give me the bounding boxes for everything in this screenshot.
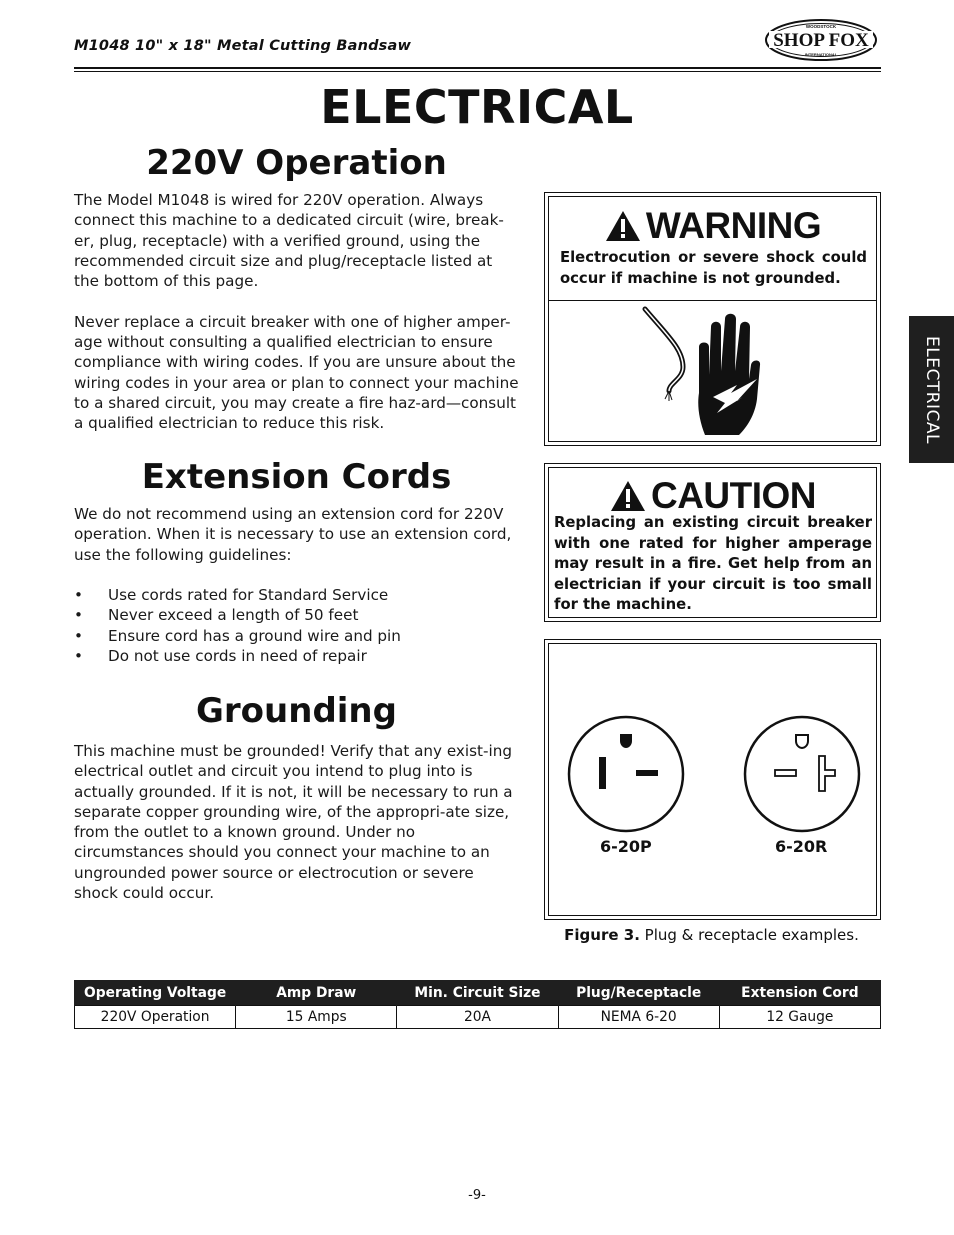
logo-arc-top: WOODSTOCK — [805, 24, 837, 29]
figure-caption-label: Figure 3. — [564, 926, 640, 944]
operation-paragraph-1: The Model M1048 is wired for 220V operation. Always connect this machine to a dedicated circuit (wire, break-er, plug, receptacle) with a verified ground, using the recommended circuit size and plug/receptacle listed at the bottom of this page. — [74, 191, 504, 291]
electrical-requirements-table — [74, 980, 881, 1029]
list-item: • Use cords rated for Standard Service — [74, 585, 519, 605]
warning-divider — [549, 300, 876, 301]
document-header-title: M1048 10" x 18" Metal Cutting Bandsaw — [74, 38, 412, 54]
receptacle-label: 6-20R — [775, 837, 828, 856]
extension-guidelines-list — [74, 585, 519, 666]
warning-text: Electrocution or severe shock could occur if machine is not grounded. — [560, 249, 867, 287]
column-header: Extension Cord — [719, 980, 880, 1006]
caution-triangle-icon — [609, 479, 647, 513]
warning-triangle-icon — [604, 209, 642, 243]
extension-intro: We do not recommend using an extension cord for 220V operation. When it is necessary to use an extension cord, use the following guidelines: — [74, 505, 512, 564]
shop-fox-logo — [764, 18, 878, 62]
electric-shock-hand-icon — [639, 305, 789, 440]
header-rule-thick — [74, 67, 881, 69]
plug-label: 6-20P — [600, 837, 652, 856]
column-header: Amp Draw — [236, 980, 397, 1006]
warning-box — [544, 192, 881, 446]
plug-6-20p-icon — [569, 717, 683, 831]
logo-arc-bottom: INTERNATIONAL — [804, 52, 838, 57]
page-number: -9- — [468, 1188, 486, 1203]
operation-paragraph-2: Never replace a circuit breaker with one of higher amper-age without consulting a qualified electrician to ensure compliance with wiring codes. If you are unsure about the wiring codes in your area or plan to connect your machine to a shared circuit, you may create a fire haz-ard—consult a qualified electrician to reduce this risk. — [74, 312, 519, 433]
column-header: Min. Circuit Size — [397, 980, 558, 1006]
logo-text: SHOP FOX — [773, 30, 869, 51]
list-item: • Ensure cord has a ground wire and pin — [74, 626, 519, 646]
caution-title-row — [549, 476, 876, 516]
figure-caption — [544, 926, 879, 944]
table-cell: 220V Operation — [75, 1006, 236, 1029]
extension-text — [74, 504, 519, 666]
list-item: • Do not use cords in need of repair — [74, 646, 519, 666]
list-item: • Never exceed a length of 50 feet — [74, 605, 519, 625]
caution-box — [544, 463, 881, 622]
header-rule-thin — [74, 71, 881, 72]
table-row — [75, 1006, 881, 1029]
warning-title-row — [549, 206, 876, 246]
figure-box-inner — [548, 643, 877, 916]
grounding-text: This machine must be grounded! Verify that any exist-ing electrical outlet and circuit you intend to plug into is actually grounded. If it is not, it will be necessary to run a separate copper grounding wire, of the appropri-ate size, from the outlet to a known ground. Under no circumstances should you connect your machine to an ungrounded power source or electrocution or severe shock could occur. — [74, 742, 513, 903]
plug-receptacle-diagram — [549, 644, 876, 915]
table-cell: 12 Gauge — [719, 1006, 880, 1029]
warning-title: WARNING — [645, 205, 822, 246]
figure-caption-text: Plug & receptacle examples. — [644, 926, 859, 944]
table-cell: NEMA 6-20 — [558, 1006, 719, 1029]
section-heading-operation: 220V Operation — [146, 143, 447, 183]
page-title: ELECTRICAL — [320, 80, 634, 134]
table-cell: 15 Amps — [236, 1006, 397, 1029]
table-cell: 20A — [397, 1006, 558, 1029]
section-side-tab[interactable] — [909, 316, 954, 463]
section-heading-extension-cords: Extension Cords — [141, 457, 452, 497]
table-header-row — [75, 980, 881, 1006]
section-heading-grounding: Grounding — [196, 691, 397, 731]
operation-text — [74, 190, 519, 434]
side-tab-label: ELECTRICAL — [921, 335, 942, 444]
caution-box-inner — [548, 467, 877, 618]
receptacle-6-20r-icon — [745, 717, 859, 831]
column-header: Plug/Receptacle — [558, 980, 719, 1006]
column-header: Operating Voltage — [75, 980, 236, 1006]
figure-box — [544, 639, 881, 920]
caution-title: CAUTION — [650, 475, 817, 516]
caution-text: Replacing an existing circuit breaker with one rated for higher amperage may result in a fire. Get help from an electrician if your circuit is too small for the machine. — [554, 514, 872, 613]
warning-box-inner — [548, 196, 877, 442]
